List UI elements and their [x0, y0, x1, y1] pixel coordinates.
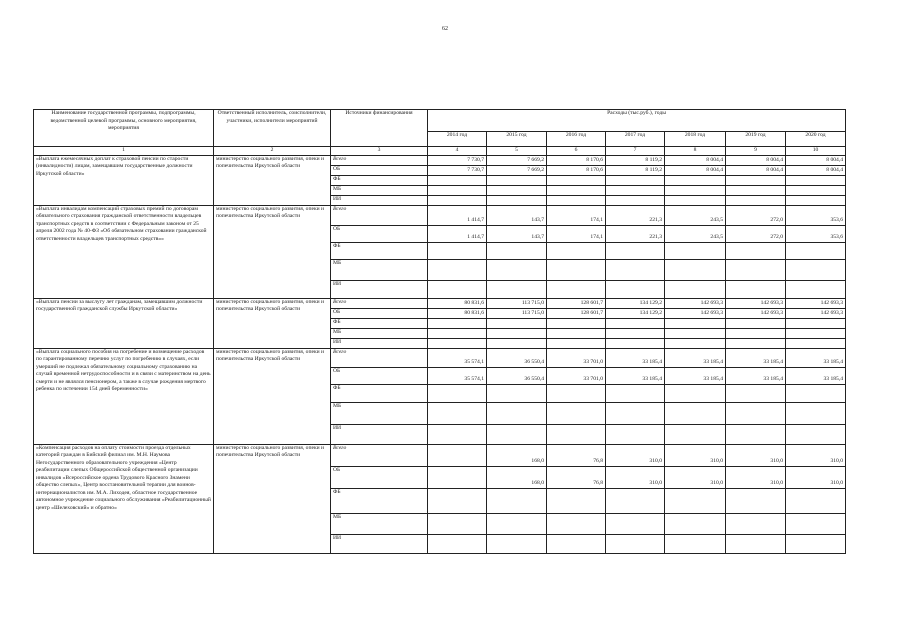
expense-value: [665, 185, 726, 195]
expense-value: 33 185,4: [606, 367, 665, 384]
expense-value: 7 730,7: [428, 155, 487, 165]
column-number: 6: [547, 147, 606, 156]
expense-value: [786, 328, 846, 338]
expense-value: 1 414,7: [428, 225, 487, 242]
expense-value: [606, 185, 665, 195]
header-source: Источники финансирования: [331, 110, 428, 147]
expense-value: [665, 534, 726, 553]
column-number: 1: [34, 147, 214, 156]
expense-value: [606, 328, 665, 338]
expense-value: [547, 175, 606, 185]
funding-source: ИИ: [331, 280, 428, 298]
expense-value: [786, 280, 846, 298]
expense-value: [665, 384, 726, 402]
expense-value: [665, 259, 726, 280]
expense-value: 142 693,3: [665, 298, 726, 308]
expense-value: 310,0: [606, 466, 665, 488]
expense-value: 76,8: [547, 444, 606, 466]
expense-value: [726, 534, 786, 553]
expense-value: [487, 185, 547, 195]
responsible-executor: министерство социального развития, опеки и попечительства Иркутской области: [214, 444, 331, 553]
expense-value: [606, 424, 665, 444]
expense-value: [786, 195, 846, 205]
expense-value: 310,0: [726, 466, 786, 488]
funding-source: МБ: [331, 328, 428, 338]
funding-source: Всего: [331, 348, 428, 367]
expense-value: 8 004,4: [665, 165, 726, 175]
expense-value: [487, 402, 547, 424]
expense-value: [726, 338, 786, 348]
funding-source: Всего: [331, 155, 428, 165]
funding-source: МБ: [331, 185, 428, 195]
expense-value: 33 185,4: [786, 367, 846, 384]
expense-value: 168,0: [487, 444, 547, 466]
expense-value: 8 004,4: [786, 165, 846, 175]
expense-value: [487, 280, 547, 298]
expense-value: [428, 185, 487, 195]
expense-value: [786, 175, 846, 185]
expense-value: [665, 488, 726, 513]
column-number: 2: [214, 147, 331, 156]
expense-value: [547, 185, 606, 195]
expense-value: [786, 488, 846, 513]
expense-value: 142 693,3: [665, 308, 726, 318]
expense-value: [428, 175, 487, 185]
expense-value: 80 831,6: [428, 308, 487, 318]
expense-value: [547, 488, 606, 513]
expense-value: [487, 384, 547, 402]
expense-value: [786, 424, 846, 444]
expense-value: 80 831,6: [428, 298, 487, 308]
funding-source: ОБ: [331, 165, 428, 175]
header-year: 2014 год: [428, 132, 487, 147]
expense-value: [547, 513, 606, 534]
expense-value: [786, 318, 846, 328]
expense-value: [487, 318, 547, 328]
expense-value: 113 715,0: [487, 298, 547, 308]
financing-table: [33, 109, 846, 554]
expense-value: [487, 328, 547, 338]
expense-value: 7 730,7: [428, 165, 487, 175]
expense-value: [665, 175, 726, 185]
expense-value: 221,3: [606, 225, 665, 242]
expense-value: 8 170,6: [547, 155, 606, 165]
funding-source: ФБ: [331, 242, 428, 259]
expense-value: 142 693,3: [726, 308, 786, 318]
expense-value: [606, 513, 665, 534]
expense-value: 33 185,4: [726, 348, 786, 367]
funding-source: ОБ: [331, 367, 428, 384]
expense-value: [726, 384, 786, 402]
expense-value: 353,6: [786, 225, 846, 242]
expense-value: [547, 328, 606, 338]
expense-value: [547, 195, 606, 205]
expense-value: 243,5: [665, 225, 726, 242]
expense-value: [726, 488, 786, 513]
expense-value: [665, 328, 726, 338]
expense-value: 221,3: [606, 205, 665, 225]
funding-source: Всего: [331, 444, 428, 466]
expense-value: 7 669,2: [487, 165, 547, 175]
table-row: [34, 298, 846, 308]
expense-value: [547, 384, 606, 402]
expense-value: [487, 338, 547, 348]
expense-value: [428, 444, 487, 466]
expense-value: 310,0: [726, 444, 786, 466]
expense-value: [547, 338, 606, 348]
header-program: Наименование государственной программы, подпрограммы, ведомственной целевой программы, основного мероприятия, мероприятия: [34, 110, 214, 147]
expense-value: [786, 259, 846, 280]
expense-value: [547, 259, 606, 280]
expense-value: [665, 424, 726, 444]
expense-value: 310,0: [786, 466, 846, 488]
funding-source: ИИ: [331, 534, 428, 553]
expense-value: [428, 259, 487, 280]
expense-value: 35 574,1: [428, 367, 487, 384]
expense-value: [606, 402, 665, 424]
expense-value: [487, 259, 547, 280]
funding-source: МБ: [331, 513, 428, 534]
expense-value: [428, 534, 487, 553]
expense-value: 8 004,4: [665, 155, 726, 165]
expense-value: [726, 185, 786, 195]
expense-value: [547, 280, 606, 298]
header-year: 2019 год: [726, 132, 786, 147]
funding-source: МБ: [331, 259, 428, 280]
expense-value: [606, 280, 665, 298]
funding-source: ОБ: [331, 466, 428, 488]
expense-value: 36 550,4: [487, 367, 547, 384]
expense-value: 142 693,3: [726, 298, 786, 308]
column-number: 7: [606, 147, 665, 156]
expense-value: [665, 402, 726, 424]
expense-value: [428, 242, 487, 259]
expense-value: [726, 242, 786, 259]
expense-value: [726, 328, 786, 338]
expense-value: [726, 513, 786, 534]
expense-value: 143,7: [487, 225, 547, 242]
measure-name: «Выплата социального пособия на погребение и возмещение расходов по гарантированному перечню услуг по погребению в случаях, если умерший не подлежал обязательному социальному страхованию на случай временной нетрудоспособности и в связи с материнством на день смерти и не являлся пенсионером, а также в случае рождения мертвого ребенка по истечении 154 дней беременности»: [34, 348, 214, 444]
expense-value: [665, 195, 726, 205]
expense-value: [606, 338, 665, 348]
expense-value: [428, 424, 487, 444]
expense-value: [428, 328, 487, 338]
expense-value: 8 004,4: [726, 165, 786, 175]
expense-value: [606, 318, 665, 328]
expense-value: [665, 318, 726, 328]
expense-value: [786, 185, 846, 195]
expense-value: [786, 402, 846, 424]
expense-value: 33 185,4: [726, 367, 786, 384]
expense-value: [786, 534, 846, 553]
header-expenses: Расходы (тыс.руб.), годы: [428, 110, 846, 132]
expense-value: 310,0: [665, 466, 726, 488]
table-row: [34, 155, 846, 165]
expense-value: [428, 280, 487, 298]
expense-value: 8 004,4: [726, 155, 786, 165]
column-number: 5: [487, 147, 547, 156]
expense-value: [726, 402, 786, 424]
expense-value: [487, 488, 547, 513]
expense-value: 272,0: [726, 225, 786, 242]
funding-source: ФБ: [331, 488, 428, 513]
measure-name: «Компенсация расходов на оплату стоимости проезда отдельных категорий граждан в Бийский филиал им. М.Н. Наумова Негосударственного образовательного учреждения «Центр реабилитации слепых Общероссийской общественной организации инвалидов «Всероссийское ордена Трудового Красного Знамени общество слепых», Центр восстановительной терапии для воинов-интернационалистов им. М.А. Лиходея, областное государственное автономное учреждение социального обслуживания «Реабилитационный центр «Шелеховский» и обратно»: [34, 444, 214, 553]
expense-value: 174,1: [547, 205, 606, 225]
expense-value: [487, 534, 547, 553]
expense-value: [665, 513, 726, 534]
expense-value: [665, 338, 726, 348]
table-row: [34, 348, 846, 367]
funding-source: Всего: [331, 298, 428, 308]
measure-name: «Выплата инвалидам компенсаций страховых премий по договорам обязательного страхования гражданской ответственности владельцев транспортных средств в соответствии с Федеральным законом от 25 апреля 2002 года № 40-ФЗ «Об обязательном страховании гражданской ответственности владельцев транспортных средств»»: [34, 205, 214, 298]
funding-source: ИИ: [331, 338, 428, 348]
expense-value: 33 185,4: [665, 348, 726, 367]
responsible-executor: министерство социального развития, опеки и попечительства Иркутской области: [214, 298, 331, 348]
funding-source: ФБ: [331, 318, 428, 328]
expense-value: [428, 384, 487, 402]
expense-value: [487, 195, 547, 205]
table-row: [34, 205, 846, 225]
expense-value: [428, 195, 487, 205]
expense-value: 310,0: [665, 444, 726, 466]
funding-source: ОБ: [331, 308, 428, 318]
expense-value: [786, 513, 846, 534]
table-row: [34, 444, 846, 466]
expense-value: 36 550,4: [487, 348, 547, 367]
expense-value: 174,1: [547, 225, 606, 242]
header-year: 2020 год: [786, 132, 846, 147]
expense-value: 33 701,0: [547, 367, 606, 384]
expense-value: [665, 242, 726, 259]
funding-source: ОБ: [331, 225, 428, 242]
funding-source: ИИ: [331, 195, 428, 205]
expense-value: [606, 175, 665, 185]
expense-value: [547, 534, 606, 553]
expense-value: [726, 259, 786, 280]
expense-value: 310,0: [606, 444, 665, 466]
expense-value: 33 185,4: [665, 367, 726, 384]
responsible-executor: министерство социального развития, опеки и попечительства Иркутской области: [214, 348, 331, 444]
column-number: 10: [786, 147, 846, 156]
expense-value: 134 129,2: [606, 298, 665, 308]
expense-value: 7 669,2: [487, 155, 547, 165]
expense-value: 76,8: [547, 466, 606, 488]
expense-value: 8 119,2: [606, 165, 665, 175]
measure-name: «Выплата пенсии за выслугу лет гражданам, замещавшим должности государственной гражданской службы Иркутской области»: [34, 298, 214, 348]
expense-value: [428, 318, 487, 328]
header-year: 2015 год: [487, 132, 547, 147]
expense-value: 272,0: [726, 205, 786, 225]
expense-value: [726, 175, 786, 185]
expense-value: [606, 259, 665, 280]
responsible-executor: министерство социального развития, опеки и попечительства Иркутской области: [214, 155, 331, 205]
expense-value: [547, 402, 606, 424]
expense-value: [547, 318, 606, 328]
expense-value: [487, 513, 547, 534]
header-year: 2016 год: [547, 132, 606, 147]
header-executor: Ответственный исполнитель, соисполнители, участники, исполнители мероприятий: [214, 110, 331, 147]
funding-source: МБ: [331, 402, 428, 424]
expense-value: 33 701,0: [547, 348, 606, 367]
expense-value: 128 601,7: [547, 298, 606, 308]
expense-value: [726, 318, 786, 328]
header-year: 2017 год: [606, 132, 665, 147]
expense-value: 35 574,1: [428, 348, 487, 367]
column-number: 8: [665, 147, 726, 156]
expense-value: 310,0: [786, 444, 846, 466]
expense-value: [547, 242, 606, 259]
expense-value: [786, 384, 846, 402]
expense-value: [726, 280, 786, 298]
expense-value: [606, 534, 665, 553]
expense-value: [428, 513, 487, 534]
expense-value: 168,0: [487, 466, 547, 488]
expense-value: 128 601,7: [547, 308, 606, 318]
expense-value: 113 715,0: [487, 308, 547, 318]
expense-value: [606, 242, 665, 259]
expense-value: [547, 424, 606, 444]
expense-value: 1 414,7: [428, 205, 487, 225]
funding-source: Всего: [331, 205, 428, 225]
expense-value: [487, 424, 547, 444]
column-number: 9: [726, 147, 786, 156]
table-body: [34, 155, 846, 553]
funding-source: ФБ: [331, 175, 428, 185]
expense-value: [786, 242, 846, 259]
expense-value: 33 185,4: [606, 348, 665, 367]
expense-value: [606, 384, 665, 402]
expense-value: [428, 402, 487, 424]
responsible-executor: министерство социального развития, опеки и попечительства Иркутской области: [214, 205, 331, 298]
expense-value: [665, 280, 726, 298]
expense-value: [726, 195, 786, 205]
expense-value: 243,5: [665, 205, 726, 225]
expense-value: 134 129,2: [606, 308, 665, 318]
expense-value: 143,7: [487, 205, 547, 225]
column-number: 4: [428, 147, 487, 156]
expense-value: [487, 242, 547, 259]
column-number: 3: [331, 147, 428, 156]
funding-source: ИИ: [331, 424, 428, 444]
expense-value: [726, 424, 786, 444]
page-number: 62: [442, 26, 448, 32]
expense-value: 142 693,3: [786, 308, 846, 318]
header-year: 2018 год: [665, 132, 726, 147]
expense-value: [428, 488, 487, 513]
expense-value: 142 693,3: [786, 298, 846, 308]
expense-value: 353,6: [786, 205, 846, 225]
expense-value: [786, 338, 846, 348]
expense-value: 8 004,4: [786, 155, 846, 165]
expense-value: 8 119,2: [606, 155, 665, 165]
funding-source: ФБ: [331, 384, 428, 402]
measure-name: «Выплата ежемесячных доплат к страховой пенсии по старости (инвалидности) лицам, замещавшим государственные должности Иркутской области»: [34, 155, 214, 205]
expense-value: 8 170,6: [547, 165, 606, 175]
expense-value: [428, 338, 487, 348]
expense-value: 33 185,4: [786, 348, 846, 367]
expense-value: [606, 488, 665, 513]
expense-value: [428, 466, 487, 488]
expense-value: [606, 195, 665, 205]
expense-value: [487, 175, 547, 185]
